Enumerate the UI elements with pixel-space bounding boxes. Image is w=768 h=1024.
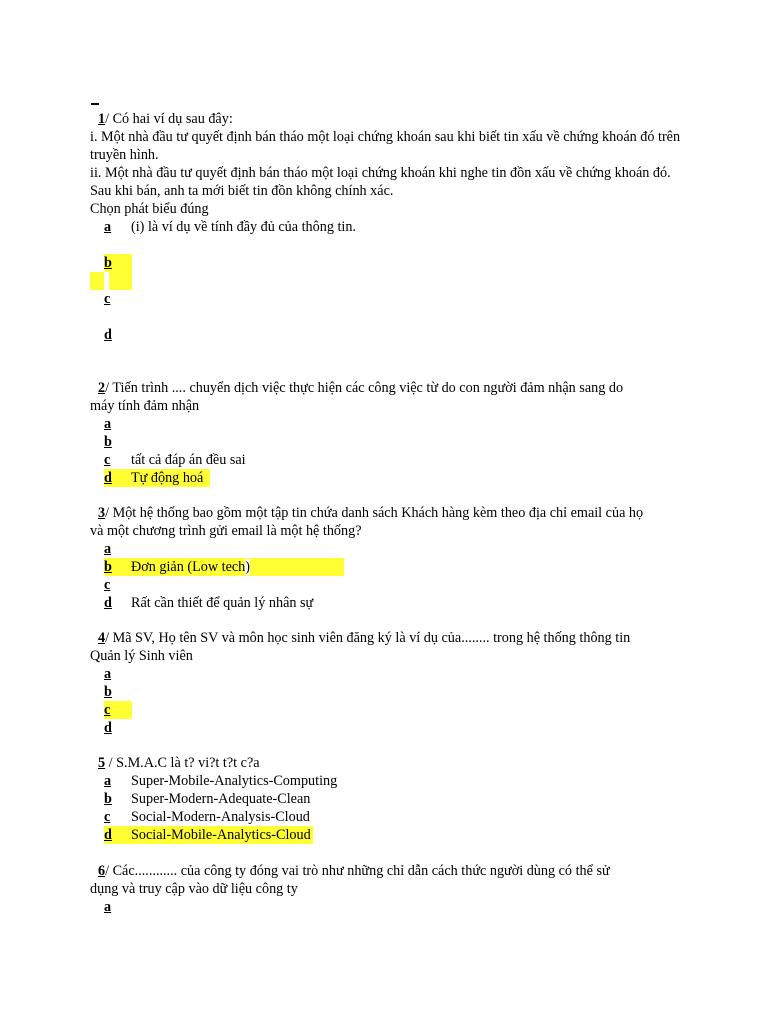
question-stem: 4/ Mã SV, Họ tên SV và môn học sinh viên đăng ký là ví dụ của........ trong hệ thống thông tin — [98, 630, 631, 646]
question-number: 5 — [98, 755, 106, 771]
question-stem: 6/ Các............ của công ty đóng vai trò như những chỉ dẫn cách thức người dùng có thể sử — [98, 863, 610, 879]
question-stem: 2/ Tiến trình .... chuyển dịch việc thực hiện các công việc từ do con người đảm nhận sang do — [98, 380, 624, 396]
option-d: d — [104, 720, 112, 736]
option-c: c tất cả đáp án đều sai — [104, 452, 246, 468]
option-b: b Đơn giản (Low tech) — [90, 558, 690, 576]
option-c: c — [104, 577, 111, 593]
statement-ii: ii. Một nhà đầu tư quyết định bán tháo một loại chứng khoán khi nghe tin đồn xấu về chứng khoán đó. Sau khi bán, anh ta mới biết tin đồn không chính xác. — [90, 165, 671, 199]
question-6: 6/ Các............ của công ty đóng vai trò như những chỉ dẫn cách thức người dùng có thể sử dụng và truy cập vào dữ liệu công ty a — [90, 862, 690, 916]
option-b: b — [90, 254, 690, 272]
statement-i: i. Một nhà đầu tư quyết định bán tháo một loại chứng khoán sau khi biết tin xấu về chứng khoán đó trên truyền hình. — [90, 129, 681, 163]
question-number: 4 — [98, 630, 106, 646]
cursor-mark — [91, 103, 99, 105]
option-a: a — [104, 416, 112, 432]
question-number: 1 — [98, 111, 106, 127]
question-stem: 5 / S.M.A.C là t? vi?t t?t c?a — [98, 755, 260, 771]
option-d: d — [104, 327, 112, 343]
option-a: a — [104, 666, 112, 682]
question-2: 2/ Tiến trình .... chuyển dịch việc thực hiện các công việc từ do con người đảm nhận sang do máy tính đảm nhận a b c tất cả đáp án đều sai d Tự động hoá — [90, 379, 690, 487]
option-a: a — [104, 899, 112, 915]
option-b: b — [104, 684, 112, 700]
instruction: Chọn phát biểu đúng — [90, 201, 209, 217]
option-a: a Super-Mobile-Analytics-Computing — [104, 773, 338, 789]
option-a: a — [104, 541, 112, 557]
option-b: b Super-Modern-Adequate-Clean — [104, 791, 311, 807]
question-stem: 1/ Có hai ví dụ sau đây: — [98, 111, 233, 127]
option-b: b — [104, 434, 112, 450]
option-c: c — [104, 291, 111, 307]
question-number: 2 — [98, 380, 106, 396]
option-d: d Rất cần thiết để quản lý nhân sự — [104, 595, 314, 611]
option-d: d Social-Mobile-Analytics-Cloud — [90, 826, 690, 844]
question-number: 3 — [98, 505, 106, 521]
option-d: d Tự động hoá — [90, 469, 690, 487]
question-1 — [90, 110, 690, 344]
option-c: c — [90, 701, 690, 719]
option-a: a (i) là ví dụ về tính đầy đủ của thông tin. — [104, 219, 356, 235]
question-4: 4/ Mã SV, Họ tên SV và môn học sinh viên đăng ký là ví dụ của........ trong hệ thống thông tin Quản lý Sinh viên a b c d — [90, 629, 690, 737]
question-3: 3/ Một hệ thống bao gồm một tập tin chứa danh sách Khách hàng kèm theo địa chỉ email của họ và một chương trình gửi email là một hệ thống? a b Đơn giản (Low tech) c d Rất cần thiết để quản lý nhân sự — [90, 504, 690, 612]
option-c: c Social-Modern-Analysis-Cloud — [104, 809, 310, 825]
question-number: 6 — [98, 863, 106, 879]
option-b-highlight — [90, 272, 690, 290]
question-stem: 3/ Một hệ thống bao gồm một tập tin chứa danh sách Khách hàng kèm theo địa chỉ email của họ — [98, 505, 644, 521]
question-5 — [90, 754, 690, 844]
